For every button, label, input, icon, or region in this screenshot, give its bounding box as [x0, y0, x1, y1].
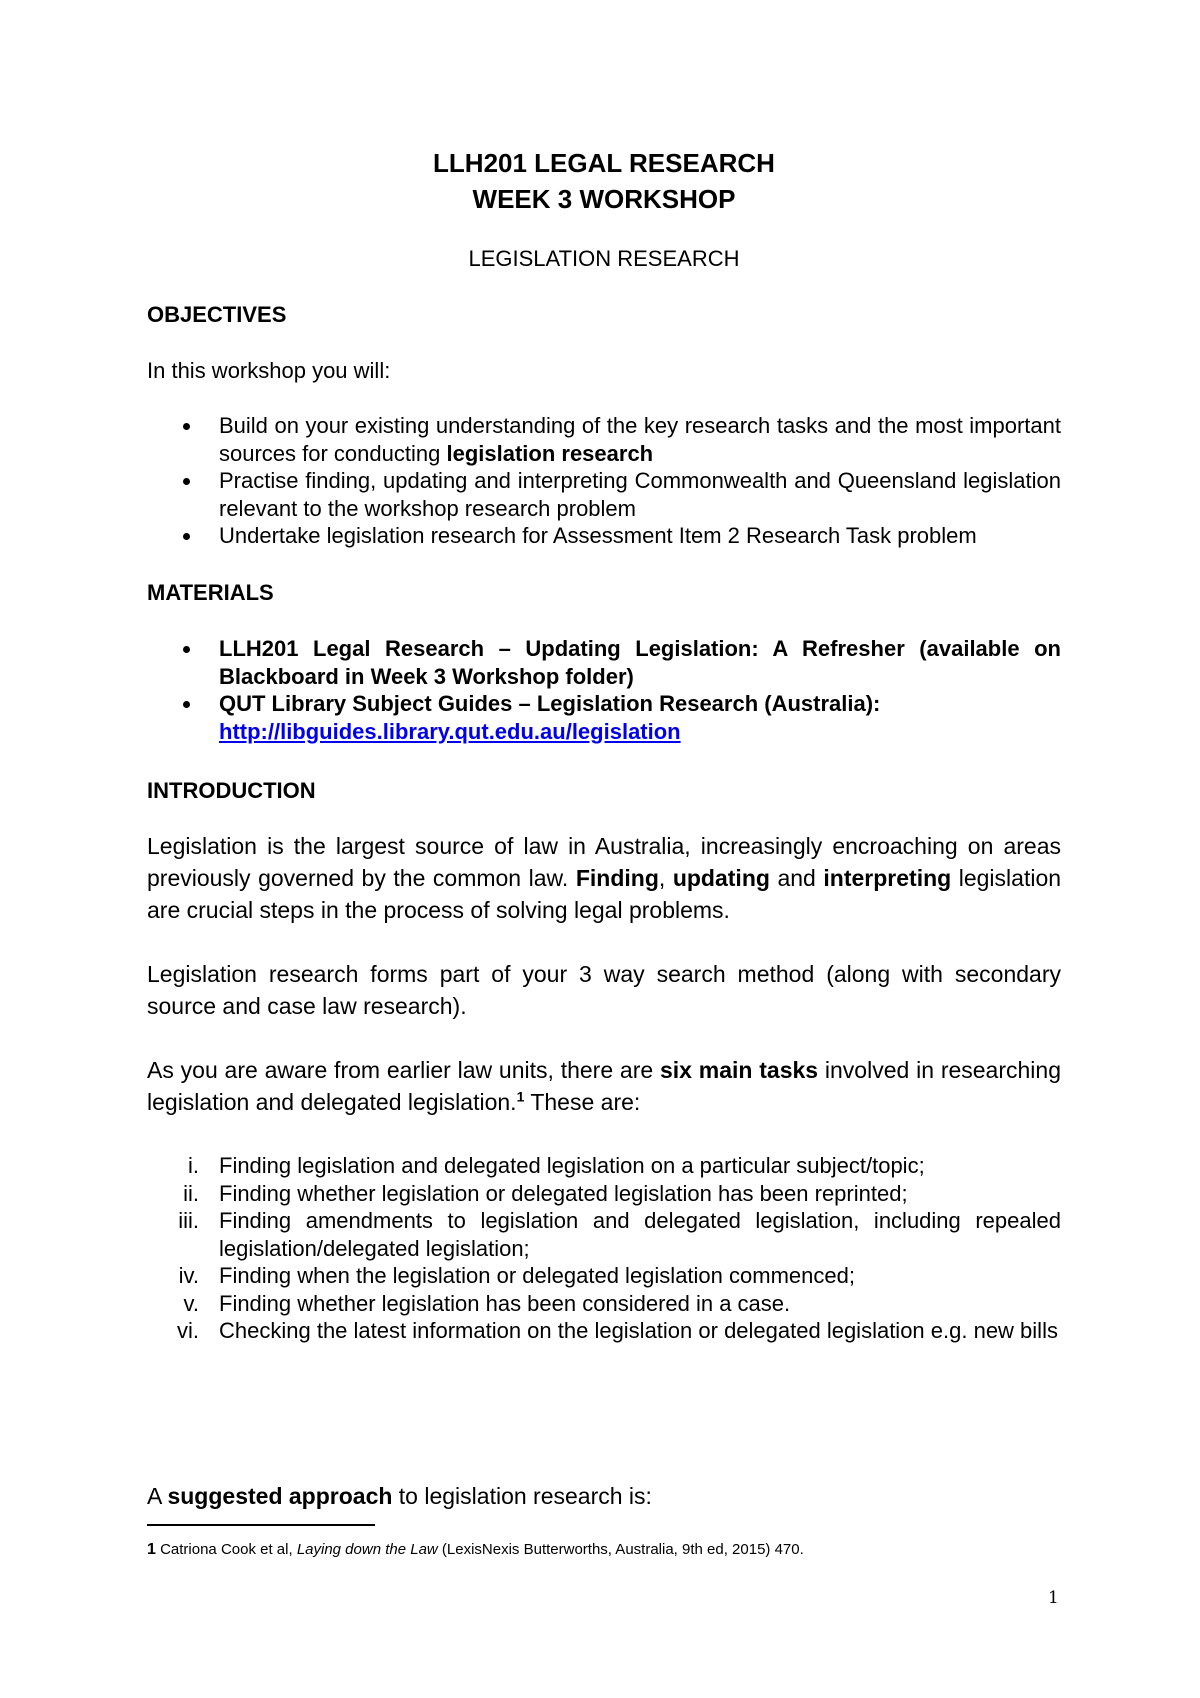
task-item: v. Finding whether legislation has been considered in a case. [183, 1290, 791, 1316]
libguides-link[interactable]: http://libguides.library.qut.edu.au/legislation [219, 718, 681, 744]
material-item: LLH201 Legal Research – Updating Legislation: A Refresher (available on Blackboard in Week 3 Workshop folder) [147, 635, 1061, 690]
footnote-reference[interactable]: 1 [516, 1088, 525, 1105]
task-item: i. Finding legislation and delegated legislation on a particular subject/topic; [188, 1153, 925, 1178]
objectives-heading: OBJECTIVES [147, 302, 287, 327]
bullet-icon [183, 646, 190, 653]
objectives-list [147, 412, 1061, 550]
materials-heading: MATERIALS [147, 580, 274, 605]
page-number: 1 [1048, 1588, 1059, 1608]
task-item: ii. Finding whether legislation or delegated legislation has been reprinted; [183, 1180, 908, 1206]
objective-item: Build on your existing understanding of the key research tasks and the most important sources for conducting legislation research [147, 412, 1061, 467]
intro-paragraph-3: As you are aware from earlier law units, there are six main tasks involved in researching legislation and delegated legislation.$^1$ These are: [147, 1057, 1061, 1115]
introduction-heading: INTRODUCTION [147, 778, 316, 803]
bullet-icon [183, 423, 190, 430]
bullet-icon [183, 701, 190, 708]
intro-paragraph-1: Legislation is the largest source of law in Australia, increasingly encroaching on areas previously governed by the common law. Finding, updating and interpreting legislation are crucial steps in the process of solving legal problems. [147, 833, 1062, 923]
week-title: WEEK 3 WORKSHOP [472, 184, 736, 214]
objective-item: Undertake legislation research for Assessment Item 2 Research Task problem [147, 522, 1061, 550]
task-item: iv. Finding when the legislation or delegated legislation commenced; [178, 1263, 855, 1288]
page-subtitle: LEGISLATION RESEARCH [468, 246, 740, 271]
bullet-icon [183, 533, 190, 540]
bullet-icon [183, 478, 190, 485]
materials-list [147, 635, 1061, 745]
suggested-approach-line: A suggested approach to legislation research is: [147, 1483, 652, 1509]
footnote-mark: 1 [147, 1541, 156, 1558]
objective-item: Practise finding, updating and interpreting Commonwealth and Queensland legislation relevant to the workshop research problem [147, 467, 1061, 522]
intro-paragraph-2: Legislation research forms part of your 3 way search method (along with secondary source and case law research). [147, 961, 1061, 1019]
footnote-separator [147, 1524, 375, 1526]
task-item: vi. Checking the latest information on the legislation or delegated legislation e.g. new bills [177, 1318, 1058, 1343]
footnote: 1 Catriona Cook et al, Laying down the Law (LexisNexis Butterworths, Australia, 9th ed, 2015) 470. [147, 1541, 804, 1558]
tasks-list [147, 1152, 1061, 1345]
task-item: iii. Finding amendments to legislation and delegated legislation, including repealed legislation/delegated legislation; [178, 1208, 1061, 1261]
course-title: LLH201 LEGAL RESEARCH [433, 148, 775, 178]
material-item: QUT Library Subject Guides – Legislation Research (Australia): http://libguides.library.qut.edu.au/legislation [147, 690, 1061, 745]
objectives-intro: In this workshop you will: [147, 358, 391, 383]
